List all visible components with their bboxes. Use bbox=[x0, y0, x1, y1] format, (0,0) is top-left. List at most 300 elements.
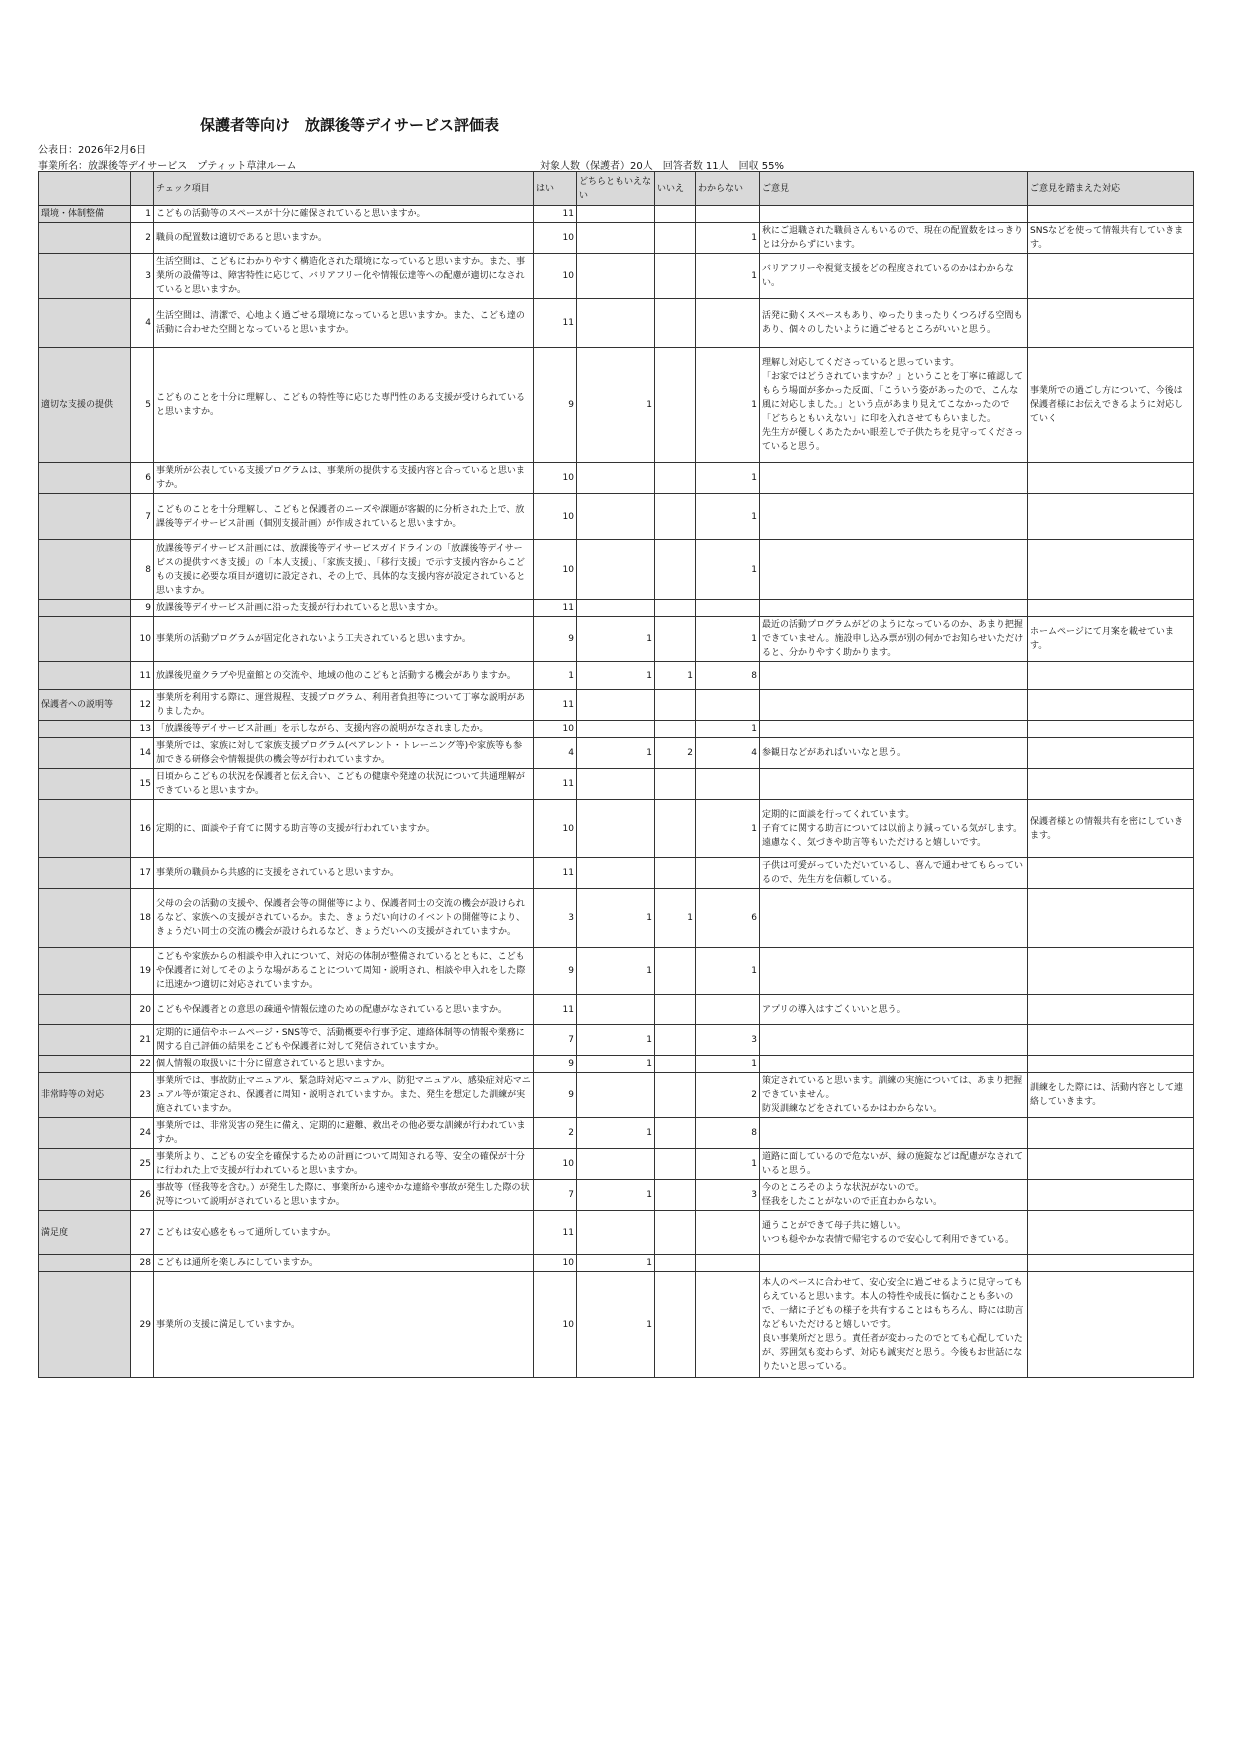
item-number: 18 bbox=[131, 889, 154, 948]
count-no bbox=[655, 721, 696, 738]
header-opinion: ご意見 bbox=[760, 172, 1028, 206]
count-yes: 11 bbox=[534, 600, 577, 617]
category-cell bbox=[39, 463, 131, 494]
check-item: 日頃からこどもの状況を保護者と伝え合い、こどもの健康や発達の状況について共通理解ができていると思いますか。 bbox=[154, 769, 534, 800]
response-cell: ホームページにて月案を載せています。 bbox=[1028, 617, 1194, 662]
category-cell bbox=[39, 600, 131, 617]
count-no bbox=[655, 858, 696, 889]
response-cell bbox=[1028, 662, 1194, 690]
category-cell bbox=[39, 299, 131, 348]
category-cell bbox=[39, 254, 131, 299]
table-row bbox=[39, 800, 1194, 858]
opinion-cell: 道路に面しているので危ないが、縁の施錠などは配慮がなされていると思う。 bbox=[760, 1149, 1028, 1180]
category-cell bbox=[39, 223, 131, 254]
header-number bbox=[131, 172, 154, 206]
check-item: こどものことを十分理解し、こどもと保護者のニーズや課題が客観的に分析された上で、放課後等デイサービス計画（個別支援計画）が作成されていると思いますか。 bbox=[154, 494, 534, 540]
count-neither: 1 bbox=[577, 948, 655, 995]
count-no bbox=[655, 1118, 696, 1149]
table-row bbox=[39, 1149, 1194, 1180]
opinion-cell bbox=[760, 463, 1028, 494]
opinion-cell: 策定されていると思います。訓練の実施については、あまり把握できていません。 防災訓練などをされているかはわからない。 bbox=[760, 1073, 1028, 1118]
count-neither bbox=[577, 769, 655, 800]
table-body bbox=[39, 206, 1194, 1378]
count-neither: 1 bbox=[577, 348, 655, 463]
table-row bbox=[39, 1211, 1194, 1255]
check-item: こどもは通所を楽しみにしていますか。 bbox=[154, 1255, 534, 1272]
count-yes: 10 bbox=[534, 800, 577, 858]
opinion-cell: 参観日などがあればいいなと思う。 bbox=[760, 738, 1028, 769]
count-no bbox=[655, 348, 696, 463]
response-cell: 事業所での過ごし方について、今後は保護者様にお伝えできるように対応していく bbox=[1028, 348, 1194, 463]
category-cell bbox=[39, 494, 131, 540]
count-neither bbox=[577, 858, 655, 889]
count-no bbox=[655, 690, 696, 721]
count-neither bbox=[577, 690, 655, 721]
response-cell bbox=[1028, 995, 1194, 1025]
category-cell: 保護者への説明等 bbox=[39, 690, 131, 721]
count-no bbox=[655, 1056, 696, 1073]
table-row bbox=[39, 348, 1194, 463]
item-number: 10 bbox=[131, 617, 154, 662]
count-unknown bbox=[696, 1272, 760, 1378]
item-number: 1 bbox=[131, 206, 154, 223]
check-item: 生活空間は、清潔で、心地よく過ごせる環境になっていると思いますか。また、こども達の活動に合わせた空間となっていると思いますか。 bbox=[154, 299, 534, 348]
response-cell bbox=[1028, 1056, 1194, 1073]
item-number: 28 bbox=[131, 1255, 154, 1272]
count-unknown: 8 bbox=[696, 662, 760, 690]
count-unknown: 6 bbox=[696, 889, 760, 948]
count-neither: 1 bbox=[577, 1056, 655, 1073]
count-unknown bbox=[696, 206, 760, 223]
opinion-cell: バリアフリーや視覚支援をどの程度されているのかはわからない。 bbox=[760, 254, 1028, 299]
table-row bbox=[39, 738, 1194, 769]
count-unknown bbox=[696, 600, 760, 617]
count-unknown: 1 bbox=[696, 721, 760, 738]
category-cell: 環境・体制整備 bbox=[39, 206, 131, 223]
response-cell bbox=[1028, 600, 1194, 617]
response-cell bbox=[1028, 1180, 1194, 1211]
count-unknown: 2 bbox=[696, 1073, 760, 1118]
item-number: 16 bbox=[131, 800, 154, 858]
count-yes: 7 bbox=[534, 1180, 577, 1211]
response-cell bbox=[1028, 1255, 1194, 1272]
check-item: こどもや保護者との意思の疎通や情報伝達のための配慮がなされていると思いますか。 bbox=[154, 995, 534, 1025]
count-no: 1 bbox=[655, 662, 696, 690]
category-cell bbox=[39, 800, 131, 858]
table-row bbox=[39, 858, 1194, 889]
count-yes: 11 bbox=[534, 299, 577, 348]
check-item: 生活空間は、こどもにわかりやすく構造化された環境になっていると思いますか。また、事業所の設備等は、障害特性に応じて、バリアフリー化や情報伝達等への配慮が適切になされていると思いますか。 bbox=[154, 254, 534, 299]
item-number: 17 bbox=[131, 858, 154, 889]
count-neither: 1 bbox=[577, 1118, 655, 1149]
count-unknown bbox=[696, 1255, 760, 1272]
table-row bbox=[39, 1255, 1194, 1272]
count-neither bbox=[577, 299, 655, 348]
item-number: 19 bbox=[131, 948, 154, 995]
opinion-cell bbox=[760, 1255, 1028, 1272]
count-yes: 10 bbox=[534, 721, 577, 738]
count-unknown: 4 bbox=[696, 738, 760, 769]
count-neither bbox=[577, 995, 655, 1025]
count-yes: 9 bbox=[534, 348, 577, 463]
count-neither bbox=[577, 206, 655, 223]
count-neither bbox=[577, 600, 655, 617]
check-item: こどもは安心感をもって通所していますか。 bbox=[154, 1211, 534, 1255]
table-row bbox=[39, 995, 1194, 1025]
response-cell bbox=[1028, 1272, 1194, 1378]
opinion-cell bbox=[760, 494, 1028, 540]
check-item: 事業所の活動プログラムが固定化されないよう工夫されていると思いますか。 bbox=[154, 617, 534, 662]
response-cell bbox=[1028, 769, 1194, 800]
count-yes: 10 bbox=[534, 494, 577, 540]
count-yes: 11 bbox=[534, 690, 577, 721]
item-number: 3 bbox=[131, 254, 154, 299]
opinion-cell: 秋にご退職された職員さんもいるので、現在の配置数をはっきりとは分からずにいます。 bbox=[760, 223, 1028, 254]
table-row bbox=[39, 1025, 1194, 1056]
table-row bbox=[39, 690, 1194, 721]
item-number: 21 bbox=[131, 1025, 154, 1056]
count-neither: 1 bbox=[577, 1180, 655, 1211]
count-neither bbox=[577, 1073, 655, 1118]
count-yes: 10 bbox=[534, 540, 577, 600]
count-no bbox=[655, 1255, 696, 1272]
count-unknown: 1 bbox=[696, 348, 760, 463]
item-number: 12 bbox=[131, 690, 154, 721]
count-no bbox=[655, 223, 696, 254]
response-cell bbox=[1028, 206, 1194, 223]
count-no bbox=[655, 617, 696, 662]
opinion-cell bbox=[760, 889, 1028, 948]
publication-date: 公表日：2026年2月6日 bbox=[38, 145, 147, 156]
count-unknown: 8 bbox=[696, 1118, 760, 1149]
count-no bbox=[655, 494, 696, 540]
count-neither: 1 bbox=[577, 738, 655, 769]
category-cell bbox=[39, 948, 131, 995]
opinion-cell bbox=[760, 540, 1028, 600]
response-cell bbox=[1028, 690, 1194, 721]
page-title: 保護者等向け 放課後等デイサービス評価表 bbox=[200, 116, 499, 134]
category-cell: 満足度 bbox=[39, 1211, 131, 1255]
category-cell bbox=[39, 1118, 131, 1149]
response-cell bbox=[1028, 738, 1194, 769]
count-yes: 10 bbox=[534, 1149, 577, 1180]
check-item: 「放課後等デイサービス計画」を示しながら、支援内容の説明がなされましたか。 bbox=[154, 721, 534, 738]
count-no bbox=[655, 206, 696, 223]
count-no bbox=[655, 1211, 696, 1255]
count-yes: 9 bbox=[534, 617, 577, 662]
item-number: 11 bbox=[131, 662, 154, 690]
count-yes: 11 bbox=[534, 206, 577, 223]
table-row bbox=[39, 463, 1194, 494]
opinion-cell: 今のところそのような状況がないので。 怪我をしたことがないので正直わからない。 bbox=[760, 1180, 1028, 1211]
count-neither: 1 bbox=[577, 662, 655, 690]
response-cell bbox=[1028, 1211, 1194, 1255]
opinion-cell bbox=[760, 948, 1028, 995]
count-no bbox=[655, 769, 696, 800]
check-item: 事業所の職員から共感的に支援をされていると思いますか。 bbox=[154, 858, 534, 889]
count-no bbox=[655, 254, 696, 299]
item-number: 2 bbox=[131, 223, 154, 254]
check-item: 事業所の支援に満足していますか。 bbox=[154, 1272, 534, 1378]
table-row bbox=[39, 223, 1194, 254]
count-neither: 1 bbox=[577, 1272, 655, 1378]
header-neither: どちらともいえない bbox=[577, 172, 655, 206]
count-yes: 9 bbox=[534, 948, 577, 995]
count-unknown: 1 bbox=[696, 948, 760, 995]
count-no bbox=[655, 1025, 696, 1056]
count-neither bbox=[577, 463, 655, 494]
opinion-cell: 活発に動くスペースもあり、ゆったりまったりくつろげる空間もあり、個々のしたいように過ごせるところがいいと思う。 bbox=[760, 299, 1028, 348]
check-item: 事業所より、こどもの安全を確保するための計画について周知される等、安全の確保が十分に行われた上で支援が行われていると思いますか。 bbox=[154, 1149, 534, 1180]
count-unknown bbox=[696, 1211, 760, 1255]
count-no bbox=[655, 299, 696, 348]
category-cell bbox=[39, 889, 131, 948]
count-unknown: 1 bbox=[696, 463, 760, 494]
count-yes: 9 bbox=[534, 1056, 577, 1073]
check-item: 放課後等デイサービス計画に沿った支援が行われていると思いますか。 bbox=[154, 600, 534, 617]
table-row bbox=[39, 769, 1194, 800]
category-cell bbox=[39, 995, 131, 1025]
category-cell bbox=[39, 738, 131, 769]
table-row bbox=[39, 600, 1194, 617]
count-no bbox=[655, 600, 696, 617]
opinion-cell: 本人のペースに合わせて、安心安全に過ごせるように見守ってもらえていると思います。本人の特性や成長に悩むことも多いので、一緒に子どもの様子を共有することはもちろん、時には助言などもいただけると嬉しいです。 良い事業所だと思う。責任者が変わったのでとても心配していたが、雰囲気も変わらず、対応も誠実だと思う。今後もお世話になりたいと思っている。 bbox=[760, 1272, 1028, 1378]
count-no bbox=[655, 948, 696, 995]
count-no bbox=[655, 1073, 696, 1118]
check-item: 個人情報の取扱いに十分に留意されていると思いますか。 bbox=[154, 1056, 534, 1073]
count-no bbox=[655, 1149, 696, 1180]
count-neither: 1 bbox=[577, 1025, 655, 1056]
check-item: 放課後等デイサービス計画には、放課後等デイサービスガイドラインの「放課後等デイサービスの提供すべき支援」の「本人支援」、「家族支援」、「移行支援」で示す支援内容からこどもの支援に必要な項目が適切に設定され、その上で、具体的な支援内容が設定されていると思いますか。 bbox=[154, 540, 534, 600]
item-number: 22 bbox=[131, 1056, 154, 1073]
count-neither bbox=[577, 721, 655, 738]
response-cell bbox=[1028, 858, 1194, 889]
check-item: こどものことを十分に理解し、こどもの特性等に応じた専門性のある支援が受けられていると思いますか。 bbox=[154, 348, 534, 463]
header-row bbox=[39, 172, 1194, 206]
count-no: 1 bbox=[655, 889, 696, 948]
count-yes: 11 bbox=[534, 769, 577, 800]
opinion-cell bbox=[760, 662, 1028, 690]
header-response: ご意見を踏まえた対応 bbox=[1028, 172, 1194, 206]
table-row bbox=[39, 494, 1194, 540]
item-number: 5 bbox=[131, 348, 154, 463]
response-cell bbox=[1028, 1149, 1194, 1180]
item-number: 25 bbox=[131, 1149, 154, 1180]
category-cell bbox=[39, 769, 131, 800]
item-number: 8 bbox=[131, 540, 154, 600]
count-no bbox=[655, 800, 696, 858]
response-cell bbox=[1028, 721, 1194, 738]
check-item: 定期的に通信やホームページ・SNS等で、活動概要や行事予定、連絡体制等の情報や業務に関する自己評価の結果をこどもや保護者に対して発信されていますか。 bbox=[154, 1025, 534, 1056]
count-unknown: 1 bbox=[696, 254, 760, 299]
count-no bbox=[655, 1180, 696, 1211]
item-number: 15 bbox=[131, 769, 154, 800]
count-no bbox=[655, 1272, 696, 1378]
opinion-cell bbox=[760, 600, 1028, 617]
count-unknown bbox=[696, 690, 760, 721]
response-cell bbox=[1028, 889, 1194, 948]
item-number: 27 bbox=[131, 1211, 154, 1255]
count-neither: 1 bbox=[577, 1255, 655, 1272]
opinion-cell: 子供は可愛がっていただいているし、喜んで通わせてもらっているので、先生方を信頼している。 bbox=[760, 858, 1028, 889]
table-row bbox=[39, 1272, 1194, 1378]
count-yes: 2 bbox=[534, 1118, 577, 1149]
item-number: 24 bbox=[131, 1118, 154, 1149]
count-no: 2 bbox=[655, 738, 696, 769]
category-cell bbox=[39, 662, 131, 690]
check-item: 定期的に、面談や子育てに関する助言等の支援が行われていますか。 bbox=[154, 800, 534, 858]
count-neither: 1 bbox=[577, 617, 655, 662]
opinion-cell: 通うことができて母子共に嬉しい。 いつも穏やかな表情で帰宅するので安心して利用できている。 bbox=[760, 1211, 1028, 1255]
opinion-cell: アプリの導入はすごくいいと思う。 bbox=[760, 995, 1028, 1025]
header-yes: はい bbox=[534, 172, 577, 206]
item-number: 26 bbox=[131, 1180, 154, 1211]
table-row bbox=[39, 206, 1194, 223]
response-cell bbox=[1028, 540, 1194, 600]
category-cell bbox=[39, 1149, 131, 1180]
response-cell: 訓練をした際には、活動内容として連絡していきます。 bbox=[1028, 1073, 1194, 1118]
count-unknown: 1 bbox=[696, 1056, 760, 1073]
check-item: 職員の配置数は適切であると思いますか。 bbox=[154, 223, 534, 254]
response-cell bbox=[1028, 494, 1194, 540]
count-yes: 11 bbox=[534, 858, 577, 889]
response-cell bbox=[1028, 948, 1194, 995]
count-yes: 1 bbox=[534, 662, 577, 690]
category-cell: 適切な支援の提供 bbox=[39, 348, 131, 463]
count-unknown bbox=[696, 995, 760, 1025]
count-unknown: 1 bbox=[696, 540, 760, 600]
check-item: 父母の会の活動の支援や、保護者会等の開催等により、保護者同士の交流の機会が設けられるなど、家族への支援がされているか。また、きょうだい向けのイベントの開催等により、きょうだい同士の交流の機会が設けられるなど、きょうだいへの支援がされていますか。 bbox=[154, 889, 534, 948]
header-check-item: チェック項目 bbox=[154, 172, 534, 206]
check-item: 事業所を利用する際に、運営規程、支援プログラム、利用者負担等について丁寧な説明がありましたか。 bbox=[154, 690, 534, 721]
count-unknown: 1 bbox=[696, 494, 760, 540]
category-cell bbox=[39, 858, 131, 889]
opinion-cell: 理解し対応してくださっていると思っています。 「お家ではどうされていますか？」ということを丁寧に確認してもらう場面が多かった反面、「こういう姿があったので、こんな風に対応しました。」という点があまり見えてこなかったので「どちらともいえない」に印を入れさせてもらいました。 先生方が優しくあたたかい眼差しで子供たちを見守ってくださっていると思う。 bbox=[760, 348, 1028, 463]
count-unknown: 3 bbox=[696, 1180, 760, 1211]
response-cell bbox=[1028, 254, 1194, 299]
item-number: 9 bbox=[131, 600, 154, 617]
check-item: こどもや家族からの相談や申入れについて、対応の体制が整備されているとともに、こどもや保護者に対してそのような場があることについて周知・説明され、相談や申入れをした際に迅速かつ適切に対応されていますか。 bbox=[154, 948, 534, 995]
category-cell bbox=[39, 721, 131, 738]
item-number: 4 bbox=[131, 299, 154, 348]
response-cell bbox=[1028, 299, 1194, 348]
check-item: 事業所では、非常災害の発生に備え、定期的に避難、救出その他必要な訓練が行われていますか。 bbox=[154, 1118, 534, 1149]
opinion-cell: 最近の活動プログラムがどのようになっているのか、あまり把握できていません。施設申し込み票が別の何かでお知らせいただけると、分かりやすく助かります。 bbox=[760, 617, 1028, 662]
item-number: 29 bbox=[131, 1272, 154, 1378]
response-cell bbox=[1028, 1118, 1194, 1149]
category-cell: 非常時等の対応 bbox=[39, 1073, 131, 1118]
header-unknown: わからない bbox=[696, 172, 760, 206]
category-cell bbox=[39, 1025, 131, 1056]
count-unknown: 3 bbox=[696, 1025, 760, 1056]
category-cell bbox=[39, 617, 131, 662]
response-cell bbox=[1028, 1025, 1194, 1056]
count-no bbox=[655, 463, 696, 494]
count-neither bbox=[577, 540, 655, 600]
item-number: 7 bbox=[131, 494, 154, 540]
count-neither bbox=[577, 494, 655, 540]
count-neither bbox=[577, 223, 655, 254]
evaluation-table bbox=[38, 171, 1194, 1378]
response-cell: 保護者様との情報共有を密にしていきます。 bbox=[1028, 800, 1194, 858]
count-unknown bbox=[696, 299, 760, 348]
count-yes: 4 bbox=[534, 738, 577, 769]
count-neither: 1 bbox=[577, 889, 655, 948]
count-unknown bbox=[696, 769, 760, 800]
table-row bbox=[39, 721, 1194, 738]
count-unknown: 1 bbox=[696, 1149, 760, 1180]
opinion-cell bbox=[760, 721, 1028, 738]
table-row bbox=[39, 1180, 1194, 1211]
count-yes: 11 bbox=[534, 1211, 577, 1255]
count-unknown bbox=[696, 858, 760, 889]
count-neither bbox=[577, 1211, 655, 1255]
count-yes: 10 bbox=[534, 223, 577, 254]
count-unknown: 1 bbox=[696, 800, 760, 858]
check-item: 事業所が公表している支援プログラムは、事業所の提供する支援内容と合っていると思いますか。 bbox=[154, 463, 534, 494]
table-row bbox=[39, 948, 1194, 995]
item-number: 23 bbox=[131, 1073, 154, 1118]
table-row bbox=[39, 254, 1194, 299]
count-unknown: 1 bbox=[696, 617, 760, 662]
opinion-cell bbox=[760, 206, 1028, 223]
count-yes: 10 bbox=[534, 463, 577, 494]
table-row bbox=[39, 299, 1194, 348]
opinion-cell bbox=[760, 1118, 1028, 1149]
table-row bbox=[39, 540, 1194, 600]
count-yes: 7 bbox=[534, 1025, 577, 1056]
count-yes: 10 bbox=[534, 1255, 577, 1272]
item-number: 13 bbox=[131, 721, 154, 738]
count-unknown: 1 bbox=[696, 223, 760, 254]
header-category bbox=[39, 172, 131, 206]
opinion-cell bbox=[760, 1056, 1028, 1073]
count-yes: 11 bbox=[534, 995, 577, 1025]
count-no bbox=[655, 995, 696, 1025]
header-no: いいえ bbox=[655, 172, 696, 206]
category-cell bbox=[39, 1056, 131, 1073]
check-item: こどもの活動等のスペースが十分に確保されていると思いますか。 bbox=[154, 206, 534, 223]
count-neither bbox=[577, 1149, 655, 1180]
count-neither bbox=[577, 800, 655, 858]
facility-name: 事業所名：放課後等デイサービス プティット草津ルーム bbox=[38, 161, 297, 172]
table-row bbox=[39, 1118, 1194, 1149]
table-row bbox=[39, 617, 1194, 662]
table-row bbox=[39, 1073, 1194, 1118]
check-item: 事業所では、家族に対して家族支援プログラム(ペアレント・トレーニング等)や家族等も参加できる研修会や情報提供の機会等が行われていますか。 bbox=[154, 738, 534, 769]
category-cell bbox=[39, 540, 131, 600]
count-yes: 10 bbox=[534, 254, 577, 299]
opinion-cell bbox=[760, 690, 1028, 721]
count-neither bbox=[577, 254, 655, 299]
opinion-cell bbox=[760, 769, 1028, 800]
check-item: 放課後児童クラブや児童館との交流や、地域の他のこどもと活動する機会がありますか。 bbox=[154, 662, 534, 690]
count-no bbox=[655, 540, 696, 600]
count-yes: 3 bbox=[534, 889, 577, 948]
respondent-counts: 対象人数（保護者）20人 回答者数 11人 回収 55% bbox=[540, 161, 785, 172]
category-cell bbox=[39, 1180, 131, 1211]
category-cell bbox=[39, 1272, 131, 1378]
count-yes: 10 bbox=[534, 1272, 577, 1378]
count-yes: 9 bbox=[534, 1073, 577, 1118]
check-item: 事業所では、事故防止マニュアル、緊急時対応マニュアル、防犯マニュアル、感染症対応マニュアル等が策定され、保護者に周知・説明されていますか。また、発生を想定した訓練が実施されていますか。 bbox=[154, 1073, 534, 1118]
check-item: 事故等（怪我等を含む。）が発生した際に、事業所から速やかな連絡や事故が発生した際の状況等について説明がされていると思いますか。 bbox=[154, 1180, 534, 1211]
table-row bbox=[39, 1056, 1194, 1073]
item-number: 6 bbox=[131, 463, 154, 494]
category-cell bbox=[39, 1255, 131, 1272]
response-cell bbox=[1028, 463, 1194, 494]
item-number: 20 bbox=[131, 995, 154, 1025]
